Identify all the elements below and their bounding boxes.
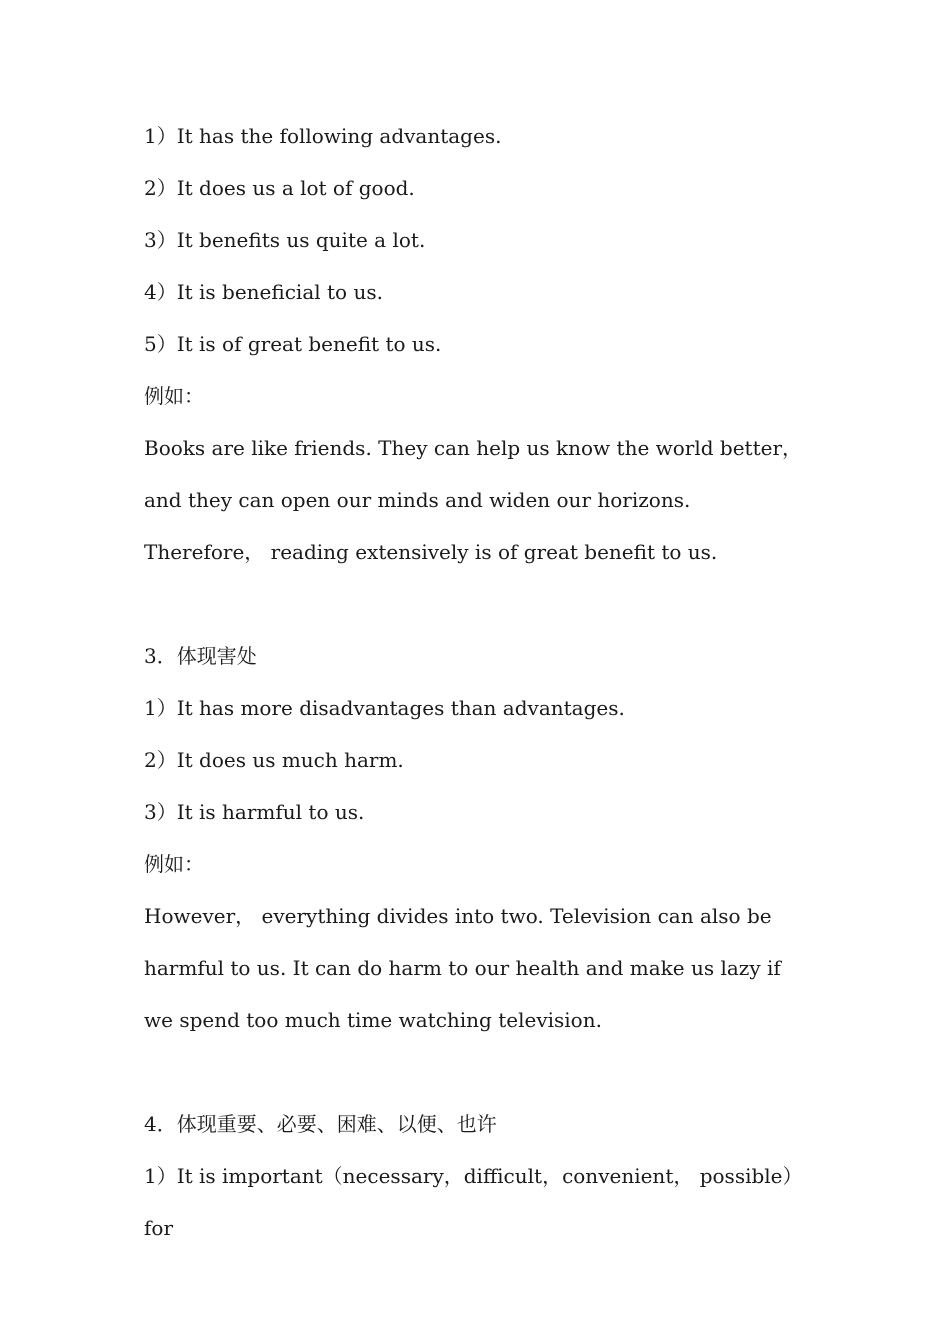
- spacer: [144, 578, 804, 630]
- benefit-item-2: 2）It does us a lot of good.: [144, 176, 415, 200]
- importance-item-1: 1）It is important（necessary，difficult，convenient， possible）for: [144, 1164, 803, 1240]
- importance-heading: 4．体现重要、必要、困难、以便、也许: [144, 1112, 497, 1136]
- harm-item-1: 1）It has more disadvantages than advantages.: [144, 696, 625, 720]
- harm-item-2: 2）It does us much harm.: [144, 748, 404, 772]
- benefit-item-3: 3）It benefits us quite a lot.: [144, 228, 426, 252]
- harm-example-label: 例如：: [144, 852, 204, 876]
- benefit-item-4: 4）It is beneficial to us.: [144, 280, 383, 304]
- spacer: [144, 1046, 804, 1098]
- benefit-example-label: 例如：: [144, 384, 204, 408]
- harm-item-3: 3）It is harmful to us.: [144, 800, 365, 824]
- harms-heading: 3．体现害处: [144, 644, 257, 668]
- benefit-example-text: Books are like friends. They can help us know the world better， and they can open our minds and widen our horizons. Therefore， reading extensively is of great benefit to us.: [144, 436, 803, 564]
- benefit-item-5: 5）It is of great benefit to us.: [144, 332, 442, 356]
- benefit-item-1: 1）It has the following advantages.: [144, 124, 502, 148]
- document-body: [144, 110, 804, 1254]
- harm-example-text: However， everything divides into two. Television can also be harmful to us. It can do harm to our health and make us lazy if we spend too much time watching television.: [144, 904, 781, 1032]
